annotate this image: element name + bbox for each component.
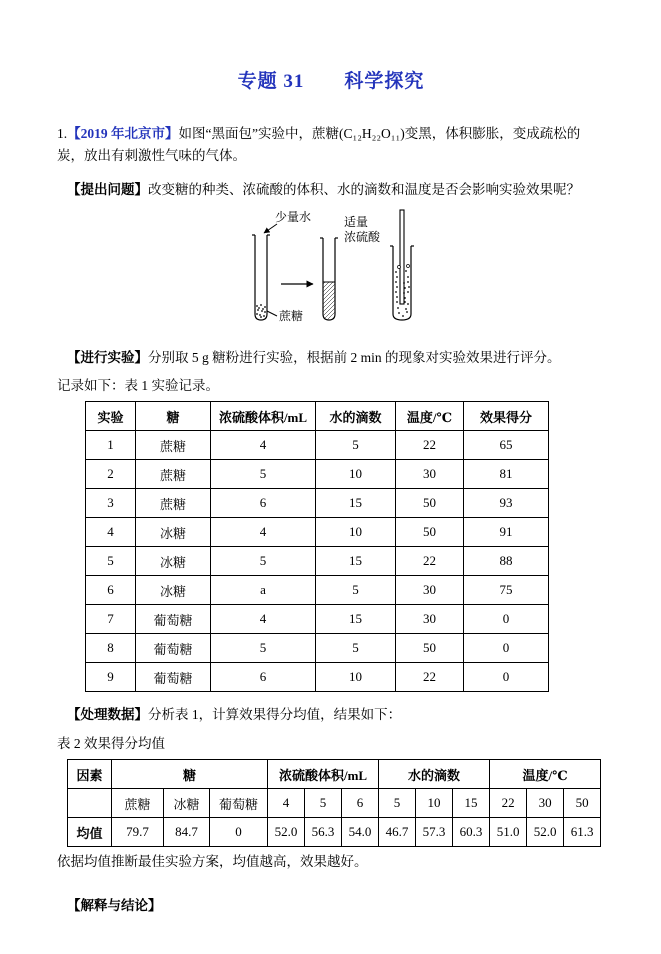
cell: 46.7 — [379, 818, 416, 847]
cell: 葡萄糖 — [136, 605, 211, 634]
cell: 51.0 — [490, 818, 527, 847]
cell: 5 — [316, 576, 396, 605]
cell: 5 — [316, 431, 396, 460]
sub-header: 5 — [379, 789, 416, 818]
sub-header: 22 — [490, 789, 527, 818]
cell: 7 — [86, 605, 136, 634]
ask-paragraph — [57, 179, 605, 201]
group-header: 糖 — [112, 760, 268, 789]
cell: 61.3 — [564, 818, 601, 847]
process-section-label: 【处理数据】 — [67, 707, 148, 723]
question-intro-paragraph — [57, 123, 605, 167]
experiment-paragraph — [57, 347, 605, 369]
cell: 6 — [211, 663, 316, 692]
table-row — [86, 518, 549, 547]
cell: 0 — [464, 634, 549, 663]
column-header: 浓硫酸体积/mL — [211, 402, 316, 431]
cell: 50 — [396, 518, 464, 547]
diagram-label-acid-line2: 浓硫酸 — [344, 229, 381, 244]
cell: 蔗糖 — [136, 460, 211, 489]
cell: 93 — [464, 489, 549, 518]
group-header: 浓硫酸体积/mL — [268, 760, 379, 789]
cell: 5 — [86, 547, 136, 576]
inference-text: 依据均值推断最佳实验方案，均值越高，效果越好。 — [57, 854, 368, 870]
table1-header-row — [86, 402, 549, 431]
sub-header: 50 — [564, 789, 601, 818]
sub-header: 葡萄糖 — [210, 789, 268, 818]
cell: 冰糖 — [136, 576, 211, 605]
source-tag: 【2019 年北京市】 — [67, 126, 179, 141]
question-number: 1. — [57, 126, 68, 141]
table2-sub-header-row — [68, 789, 601, 818]
cell: 52.0 — [268, 818, 305, 847]
cell: 75 — [464, 576, 549, 605]
sub-header: 15 — [453, 789, 490, 818]
cell: 22 — [396, 431, 464, 460]
cell: 65 — [464, 431, 549, 460]
cell: 52.0 — [527, 818, 564, 847]
table-row — [86, 634, 549, 663]
cell: 5 — [211, 547, 316, 576]
cell: 5 — [316, 634, 396, 663]
column-header: 效果得分 — [464, 402, 549, 431]
process-text: 分析表 1，计算效果得分均值，结果如下： — [148, 707, 402, 723]
page-title: 专题 31 科学探究 — [237, 71, 425, 92]
cell: 9 — [86, 663, 136, 692]
corner-header: 因素 — [68, 760, 112, 789]
diagram-label-acid-line1: 适量 — [344, 214, 369, 229]
cell: 5 — [211, 634, 316, 663]
cell: 0 — [210, 818, 268, 847]
cell: 葡萄糖 — [136, 634, 211, 663]
cell: 4 — [211, 518, 316, 547]
cell: 0 — [464, 663, 549, 692]
cell: 56.3 — [305, 818, 342, 847]
cell: 蔗糖 — [136, 431, 211, 460]
sucrose-powder-dots — [256, 304, 266, 318]
cell: 4 — [86, 518, 136, 547]
conclusion-paragraph — [57, 895, 605, 917]
cell: 3 — [86, 489, 136, 518]
cell: 4 — [211, 605, 316, 634]
column-header: 水的滴数 — [316, 402, 396, 431]
column-header: 温度/℃ — [396, 402, 464, 431]
table2-mean-row — [68, 818, 601, 847]
diagram-label-sucrose: 蔗糖 — [279, 308, 304, 323]
sub-header: 4 — [268, 789, 305, 818]
ask-text: 改变糖的种类、浓硫酸的体积、水的滴数和温度是否会影响实验效果呢？ — [148, 181, 580, 197]
cell: 81 — [464, 460, 549, 489]
cell: 10 — [316, 663, 396, 692]
cell: 10 — [316, 460, 396, 489]
column-header: 实验 — [86, 402, 136, 431]
table1-caption: 记录如下：表 1 实验记录。 — [57, 378, 219, 394]
cell: 88 — [464, 547, 549, 576]
gas-bubble — [407, 264, 410, 267]
cell: 84.7 — [164, 818, 210, 847]
experiment-section-label: 【进行实验】 — [67, 349, 148, 365]
sub-header: 5 — [305, 789, 342, 818]
cell: 冰糖 — [136, 518, 211, 547]
cell: 79.7 — [112, 818, 164, 847]
liquid-fill — [324, 282, 335, 319]
cell: 8 — [86, 634, 136, 663]
experiment-diagram-svg — [243, 208, 443, 330]
cell: 30 — [396, 460, 464, 489]
sub-header: 6 — [342, 789, 379, 818]
table2-group-header-row — [68, 760, 601, 789]
cell: 60.3 — [453, 818, 490, 847]
sub-header: 10 — [416, 789, 453, 818]
cell: 6 — [86, 576, 136, 605]
ask-section-label: 【提出问题】 — [67, 181, 148, 197]
table1-experiment-records — [85, 401, 549, 692]
cell: 蔗糖 — [136, 489, 211, 518]
empty-cell — [68, 789, 112, 818]
experiment-diagram — [243, 208, 443, 335]
sucrose-leader-line — [267, 311, 277, 316]
cell: 15 — [316, 547, 396, 576]
sub-header: 30 — [527, 789, 564, 818]
table2-score-means — [67, 759, 601, 847]
cell: 91 — [464, 518, 549, 547]
table-row — [86, 460, 549, 489]
group-header: 水的滴数 — [379, 760, 490, 789]
cell: 冰糖 — [136, 547, 211, 576]
cell: 10 — [316, 518, 396, 547]
table-row — [86, 431, 549, 460]
cell: 2 — [86, 460, 136, 489]
table2-caption: 表 2 效果得分均值 — [57, 736, 165, 752]
water-arrow — [264, 224, 277, 233]
cell: 4 — [211, 431, 316, 460]
cell: 57.3 — [416, 818, 453, 847]
cell: 1 — [86, 431, 136, 460]
cell: 15 — [316, 605, 396, 634]
diagram-label-water: 少量水 — [275, 209, 312, 224]
cell: a — [211, 576, 316, 605]
table-row — [86, 663, 549, 692]
table-row — [86, 489, 549, 518]
cell: 30 — [396, 605, 464, 634]
cell: 5 — [211, 460, 316, 489]
cell: 30 — [396, 576, 464, 605]
process-paragraph — [57, 704, 605, 726]
group-header: 温度/℃ — [490, 760, 601, 789]
cell: 15 — [316, 489, 396, 518]
cell: 22 — [396, 547, 464, 576]
table-row — [86, 605, 549, 634]
cell: 0 — [464, 605, 549, 634]
cell: 54.0 — [342, 818, 379, 847]
conclusion-section-label: 【解释与结论】 — [67, 897, 162, 913]
sub-header: 蔗糖 — [112, 789, 164, 818]
table-row — [86, 547, 549, 576]
glass-rod — [400, 210, 404, 304]
cell: 6 — [211, 489, 316, 518]
cell: 50 — [396, 489, 464, 518]
sub-header: 冰糖 — [164, 789, 210, 818]
cell: 葡萄糖 — [136, 663, 211, 692]
row-label: 均值 — [68, 818, 112, 847]
question-intro-text: 如图“黑面包”实验中，蔗糖(C₁₂H₂₂O₁₁)变黑，体积膨胀，变成疏松的炭，放出有刺激性气味的气体。 — [57, 126, 581, 163]
gas-bubble — [398, 265, 401, 268]
cell: 50 — [396, 634, 464, 663]
column-header: 糖 — [136, 402, 211, 431]
table-row — [86, 576, 549, 605]
experiment-text: 分别取 5 g 糖粉进行实验，根据前 2 min 的现象对实验效果进行评分。 — [148, 349, 561, 365]
cell: 22 — [396, 663, 464, 692]
